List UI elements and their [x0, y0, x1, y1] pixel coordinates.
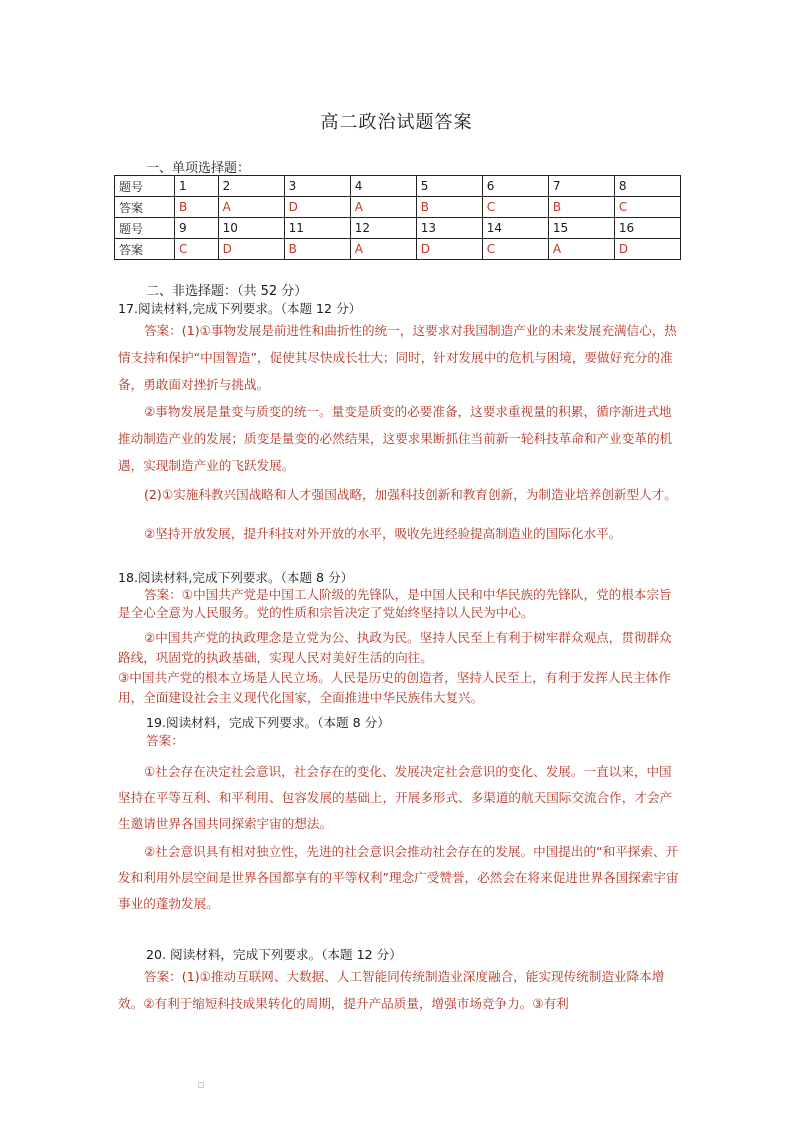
table-cell: 8 [614, 176, 680, 197]
table-row [115, 218, 681, 239]
table-cell: B [416, 197, 482, 218]
table-cell: D [218, 239, 284, 260]
page-title: 高二政治试题答案 [320, 112, 473, 133]
table-cell: B [284, 239, 350, 260]
page-mark [198, 1082, 204, 1088]
table-cell: A [350, 239, 416, 260]
table-cell: 6 [482, 176, 548, 197]
table-cell: 4 [350, 176, 416, 197]
table-cell: 2 [218, 176, 284, 197]
table-cell: B [175, 197, 219, 218]
table-cell: D [284, 197, 350, 218]
table-cell: A [218, 197, 284, 218]
table-cell: C [482, 239, 548, 260]
row-label: 题号 [115, 176, 175, 197]
table-cell: C [175, 239, 219, 260]
q19-answer-label: 答案： [146, 733, 184, 748]
q18-answer-1: 答案：①中国共产党是中国工人阶级的先锋队，是中国人民和中华民族的先锋队，党的根本宗旨是全心全意为人民服务。党的性质和宗旨决定了党始终坚持以人民为中心。 [118, 587, 672, 620]
q19-title: 19.阅读材料，完成下列要求。（本题 8 分） [146, 715, 390, 730]
table-cell: 9 [175, 218, 219, 239]
table-row [115, 176, 681, 197]
table-cell: 1 [175, 176, 219, 197]
table-cell: A [350, 197, 416, 218]
row-label: 答案 [115, 197, 175, 218]
table-cell: D [416, 239, 482, 260]
table-cell: D [614, 239, 680, 260]
q18-answer-3: ③中国共产党的根本立场是人民立场。人民是历史的创造者，坚持人民至上，有利于发挥人民主体作用，全面建设社会主义现代化国家，全面推进中华民族伟大复兴。 [118, 670, 671, 705]
table-cell: C [614, 197, 680, 218]
q17-title: 17.阅读材料,完成下列要求。（本题 12 分） [118, 301, 362, 316]
section2-heading: 二、非选择题：（共 52 分） [146, 284, 308, 299]
table-cell: 7 [548, 176, 614, 197]
row-label: 答案 [115, 239, 175, 260]
table-cell: 5 [416, 176, 482, 197]
table-cell: 11 [284, 218, 350, 239]
table-cell: A [548, 239, 614, 260]
q17-answer-1: 答案：(1)①事物发展是前进性和曲折性的统一，这要求对我国制造产业的未来发展充满信心，热情支持和保护“中国智造”，促使其尽快成长壮大；同时，针对发展中的危机与困境，要做好充分的准备，勇敢面对挫折与挑战。 [118, 323, 677, 392]
q20-title: 20. 阅读材料，完成下列要求。（本题 12 分） [146, 947, 402, 962]
table-cell: 16 [614, 218, 680, 239]
q17-answer-2: ②事物发展是量变与质变的统一。量变是质变的必要准备，这要求重视量的积累，循序渐进式地推动制造产业的发展；质变是量变的必然结果，这要求果断抓住当前新一轮科技革命和产业变革的机遇，实现制造产业的飞跃发展。 [118, 404, 673, 473]
q18-title: 18.阅读材料,完成下列要求。（本题 8 分） [118, 570, 354, 585]
table-cell: 14 [482, 218, 548, 239]
q18-answer-2: ②中国共产党的执政理念是立党为公、执政为民。坚持人民至上有利于树牢群众观点，贯彻群众路线，巩固党的执政基础，实现人民对美好生活的向往。 [118, 630, 672, 665]
table-cell: C [482, 197, 548, 218]
table-row [115, 239, 681, 260]
table-cell: 15 [548, 218, 614, 239]
q17-answer-4: ②坚持开放发展，提升科技对外开放的水平，吸收先进经验提高制造业的国际化水平。 [144, 526, 622, 541]
section1-heading: 一、单项选择题： [146, 161, 251, 176]
table-cell: B [548, 197, 614, 218]
table-cell: 3 [284, 176, 350, 197]
answer-table [114, 175, 681, 260]
q19-answer-2: ②社会意识具有相对独立性，先进的社会意识会推动社会存在的发展。中国提出的“和平探索、开发和利用外层空间是世界各国都享有的平等权利”理念广受赞誉，必然会在将来促进世界各国探索宇宙事业的蓬勃发展。 [118, 844, 679, 911]
q17-answer-3: (2)①实施科教兴国战略和人才强国战略，加强科技创新和教育创新，为制造业培养创新型人才。 [144, 487, 677, 502]
table-cell: 10 [218, 218, 284, 239]
row-label: 题号 [115, 218, 175, 239]
table-row [115, 197, 681, 218]
q20-answer-1: 答案：(1)①推动互联网、大数据、人工智能同传统制造业深度融合，能实现传统制造业降本增效。②有利于缩短科技成果转化的周期，提升产品质量，增强市场竞争力。③有利 [118, 969, 665, 1011]
table-cell: 12 [350, 218, 416, 239]
table-cell: 13 [416, 218, 482, 239]
q19-answer-1: ①社会存在决定社会意识，社会存在的变化、发展决定社会意识的变化、发展。一直以来，中国坚持在平等互利、和平利用、包容发展的基础上，开展多形式、多渠道的航天国际交流合作，才会产生邀请世界各国共同探索宇宙的想法。 [118, 764, 673, 831]
